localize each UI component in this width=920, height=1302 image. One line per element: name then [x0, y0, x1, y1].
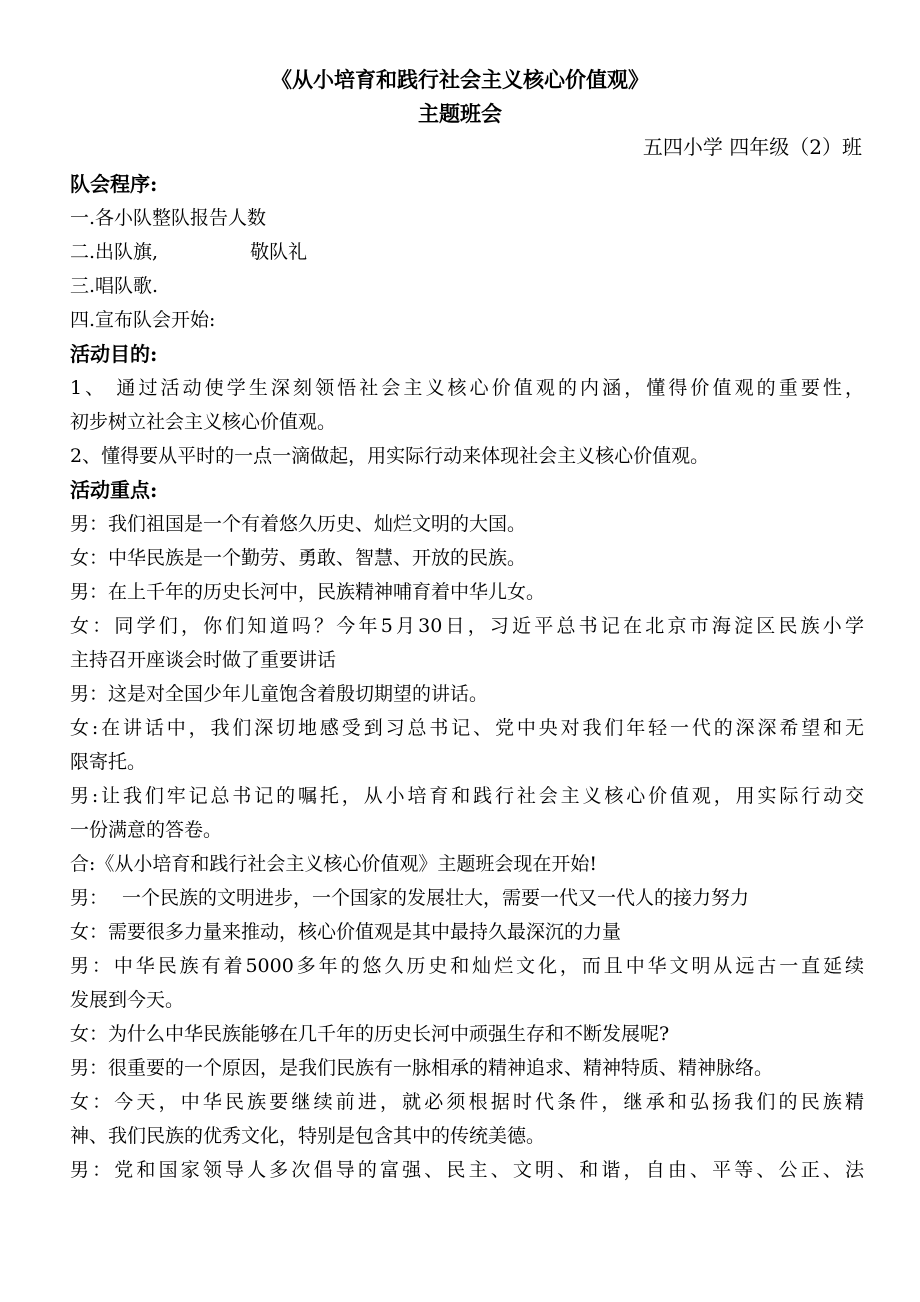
program-item: 四.宣布队会开始: — [70, 309, 216, 331]
dialogue-line: 发展到今天。 — [70, 989, 185, 1011]
dialogue-line: 女：今天，中华民族要继续前进，就必须根据时代条件，继承和弘扬我们的民族精 — [70, 1091, 864, 1113]
purpose-item: 2、懂得要从平时的一点一滴做起，用实际行动来体现社会主义核心价值观。 — [70, 445, 710, 467]
dialogue-line: 男:让我们牢记总书记的嘱托，从小培育和践行社会主义核心价值观，用实际行动交 — [70, 785, 864, 807]
program-heading: 队会程序: — [70, 172, 158, 196]
dialogue-line: 女:在讲话中，我们深切地感受到习总书记、党中央对我们年轻一代的深深希望和无 — [70, 717, 864, 739]
dialogue-line: 女：为什么中华民族能够在几千年的历史长河中顽强生存和不断发展呢? — [70, 1023, 670, 1045]
program-item — [70, 235, 864, 269]
dialogue-line: 女：需要很多力量来推动，核心价值观是其中最持久最深沉的力量 — [70, 921, 622, 943]
dialogue-line: 主持召开座谈会时做了重要讲话 — [70, 649, 337, 671]
program-item-text: 敬队礼 — [250, 241, 308, 263]
dialogue-line: 男：我们祖国是一个有着悠久历史、灿烂文明的大国。 — [70, 513, 527, 535]
dialogue-line: 男：很重要的一个原因，是我们民族有一脉相承的精神追求、精神特质、精神脉络。 — [70, 1057, 774, 1079]
dialogue-line: 限寄托。 — [70, 751, 147, 773]
dialogue-line: 男：中华民族有着5000多年的悠久历史和灿烂文化，而且中华文明从远古一直延续 — [70, 955, 864, 977]
speaker-label: 男： — [70, 887, 109, 909]
program-item: 三.唱队歌. — [70, 275, 159, 297]
document-title: 《从小培育和践行社会主义核心价值观》 — [271, 67, 649, 92]
dialogue-line: 女：同学们，你们知道吗？今年5月30日，习近平总书记在北京市海淀区民族小学 — [70, 615, 864, 637]
dialogue-line: 男：在上千年的历史长河中，民族精神哺育着中华儿女。 — [70, 581, 546, 603]
dialogue-line — [70, 881, 864, 915]
focus-heading: 活动重点: — [70, 478, 158, 502]
purpose-item: 1、 通过活动使学生深刻领悟社会主义核心价值观的内涵，懂得价值观的重要性， — [70, 377, 864, 399]
program-item-text: 二.出队旗, — [70, 241, 159, 263]
document-body — [70, 167, 864, 1187]
dialogue-line: 男：党和国家领导人多次倡导的富强、民主、文明、和谐，自由、平等、公正、法 — [70, 1159, 864, 1181]
purpose-heading: 活动目的: — [70, 342, 158, 366]
program-item: 一.各小队整队报告人数 — [70, 207, 267, 229]
purpose-item: 初步树立社会主义核心价值观。 — [70, 411, 337, 433]
dialogue-line: 女：中华民族是一个勤劳、勇敢、智慧、开放的民族。 — [70, 547, 527, 569]
dialogue-line: 合:《从小培育和践行社会主义核心价值观》主题班会现在开始! — [70, 853, 598, 875]
dialogue-line: 神、我们民族的优秀文化，特别是包含其中的传统美德。 — [70, 1125, 546, 1147]
dialogue-text: 一个民族的文明进步，一个国家的发展壮大，需要一代又一代人的接力努力 — [122, 887, 750, 909]
school-class-label: 五四小学 四年级（2）班 — [642, 135, 862, 159]
document-subtitle: 主题班会 — [418, 101, 502, 126]
dialogue-line: 一份满意的答卷。 — [70, 819, 223, 841]
dialogue-line: 男：这是对全国少年儿童饱含着殷切期望的讲话。 — [70, 683, 489, 705]
